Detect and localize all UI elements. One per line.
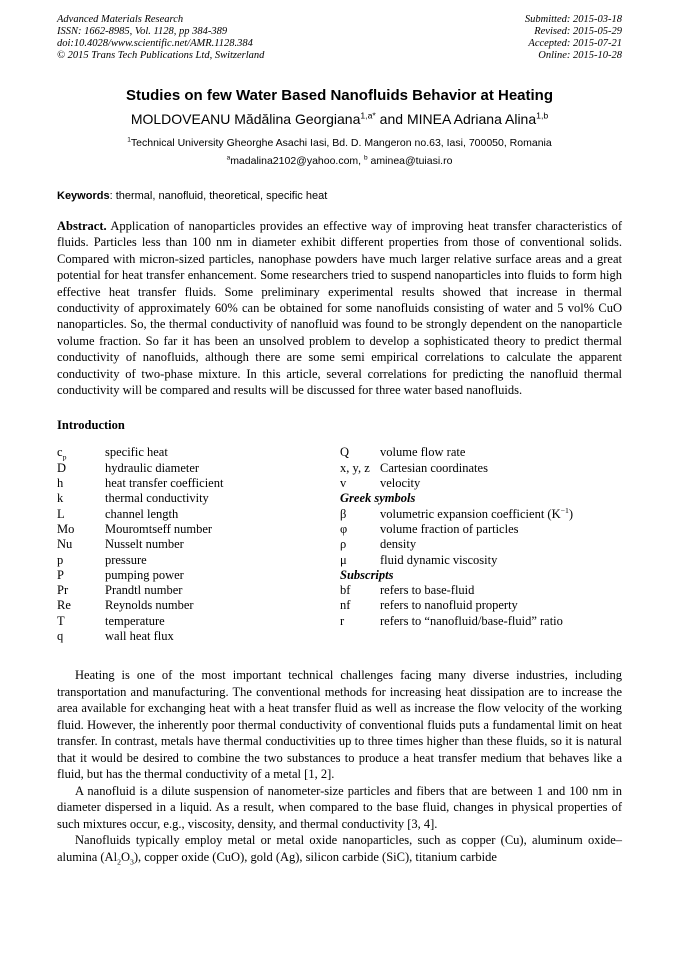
affiliation-line xyxy=(57,137,622,150)
symbol: Re xyxy=(57,598,71,613)
greek-symbols-heading: Greek symbols xyxy=(340,491,416,506)
symbol: Pr xyxy=(57,583,69,598)
journal-name: Advanced Materials Research xyxy=(57,14,184,25)
keywords-line xyxy=(57,189,622,203)
description: velocity xyxy=(380,476,421,491)
symbol: bf xyxy=(340,583,351,598)
symbol: T xyxy=(57,613,65,628)
introduction-body xyxy=(57,667,622,865)
authors-connector: and xyxy=(375,111,407,127)
symbol-base: c xyxy=(57,445,63,460)
symbol: φ xyxy=(340,521,348,536)
description: channel length xyxy=(105,506,179,521)
symbol: L xyxy=(57,506,65,521)
nomenclature-row xyxy=(340,537,622,552)
journal-header xyxy=(57,14,622,62)
symbol: β xyxy=(340,506,347,521)
nomenclature-row xyxy=(57,614,340,629)
description: volume flow rate xyxy=(380,445,466,460)
abstract-label: Abstract. xyxy=(57,219,107,233)
journal-info xyxy=(57,14,264,62)
description-text: volumetric expansion coefficient (K xyxy=(380,506,561,521)
nomenclature-row xyxy=(57,553,340,568)
description: refers to “nanofluid/base-fluid” ratio xyxy=(380,613,563,628)
symbol: μ xyxy=(340,552,347,567)
keywords-text: : thermal, nanofluid, theoretical, specific heat xyxy=(109,190,328,202)
nomenclature-right-column xyxy=(340,445,622,644)
email-b-mark: b xyxy=(364,154,368,162)
description: volume fraction of particles xyxy=(380,521,519,536)
nomenclature-row xyxy=(57,568,340,583)
email-a-mark: a xyxy=(226,154,231,162)
online-date: Online: 2015-10-28 xyxy=(538,50,622,61)
nomenclature-row xyxy=(340,583,622,598)
nomenclature-row xyxy=(340,507,622,522)
nomenclature-row xyxy=(340,553,622,568)
symbol: q xyxy=(57,629,64,644)
paragraph-text: Nanofluids typically employ metal or metal oxide nanoparticles, such as copper (Cu), aluminum oxide–alumina (Al xyxy=(57,833,622,864)
submission-dates xyxy=(525,14,622,62)
nomenclature-row xyxy=(340,522,622,537)
affiliation-text: Technical University Gheorghe Asachi Iasi, Bd. D. Mangeron no.63, Iasi, 700050, Romania xyxy=(130,137,552,149)
author-1-name: MOLDOVEANU Mădălina Georgiana xyxy=(130,111,361,127)
symbol: h xyxy=(57,476,64,491)
description: temperature xyxy=(105,613,165,628)
author-2-name: MINEA Adriana Alina xyxy=(406,111,537,127)
paper-title: Studies on few Water Based Nanofluids Behavior at Heating xyxy=(125,87,554,104)
author-2-affiliation-mark: 1,b xyxy=(536,110,549,121)
chemical-subscript: 3 xyxy=(129,857,134,867)
description-superscript: −1 xyxy=(560,505,569,515)
nomenclature-row xyxy=(57,491,340,506)
description: specific heat xyxy=(105,445,168,460)
journal-doi: doi:10.4028/www.scientific.net/AMR.1128.384 xyxy=(57,38,253,49)
description: refers to base-fluid xyxy=(380,583,475,598)
journal-copyright: © 2015 Trans Tech Publications Ltd, Switzerland xyxy=(57,50,265,61)
journal-issn-volume: ISSN: 1662-8985, Vol. 1128, pp 384-389 xyxy=(57,26,228,37)
description: density xyxy=(380,537,417,552)
nomenclature-row xyxy=(340,461,622,476)
symbol xyxy=(57,445,105,460)
accepted-date: Accepted: 2015-07-21 xyxy=(528,38,622,49)
nomenclature-row xyxy=(57,507,340,522)
symbol: D xyxy=(57,460,67,475)
emails-line xyxy=(57,155,622,168)
affiliation-mark: 1 xyxy=(127,136,131,144)
description: wall heat flux xyxy=(105,629,174,644)
description xyxy=(380,507,622,522)
description: Nusselt number xyxy=(105,537,184,552)
symbol-subscript: p xyxy=(62,452,67,462)
nomenclature-row xyxy=(57,583,340,598)
nomenclature-row xyxy=(57,522,340,537)
description: thermal conductivity xyxy=(105,491,209,506)
description: Cartesian coordinates xyxy=(380,460,488,475)
nomenclature-row xyxy=(57,461,340,476)
description: fluid dynamic viscosity xyxy=(380,552,498,567)
symbol: Nu xyxy=(57,537,73,552)
abstract-text: Application of nanoparticles provides an effective way of improving heat transfer characteristics of fluids. Particles less than 100 nm in diameter exhibit different properties from those of conventional solids. Compared with micron-sized particles, nanophase powders have much larger relative surface areas and a great potential for heat transfer enhancement. Some researchers tried to suspend nanoparticles into fluids to form high effective heat transfer fluids. Some preliminary experimental results showed that increase in thermal conductivity of approximately 60% can be obtained for some nanofluids consisting of water and 5 vol% CuO nanoparticles. So, the thermal conductivity of nanofluid was found to be strongly dependent on the nanoparticle volume fraction. So far it has been an unsolved problem to develop a sophisticated theory to predict thermal conductivity of nanofluids, although there are some semi empirical correlations to calculate the apparent conductivity of two-phase mixture. In this article, several correlations for predicting the nanofluid thermal conductivity will be compared and results will be discussed for three water based nanofluids. xyxy=(57,219,622,398)
paragraph-text: ), copper oxide (CuO), gold (Ag), silicon carbide (SiC), titanium carbide xyxy=(133,849,497,864)
body-paragraph-3 xyxy=(57,832,622,865)
symbol: x, y, z xyxy=(340,460,370,475)
symbol: nf xyxy=(340,598,351,613)
symbol: v xyxy=(340,476,347,491)
body-paragraph-2: A nanofluid is a dilute suspension of nanometer-size particles and fibers that are between 1 and 100 nm in diameter dispersed in a liquid. As a result, when compared to the base fluid, changes in physical properties of such mixtures occur, e.g., viscosity, density, and thermal conductivity [3, 4]. xyxy=(57,783,622,831)
nomenclature-row xyxy=(340,476,622,491)
paragraph-text: O xyxy=(120,849,130,864)
symbol: r xyxy=(340,613,345,628)
symbol: ρ xyxy=(340,537,347,552)
description: Mouromtseff number xyxy=(105,521,213,536)
introduction-heading: Introduction xyxy=(57,418,125,433)
description: hydraulic diameter xyxy=(105,460,200,475)
description: pressure xyxy=(105,552,147,567)
subscripts-heading: Subscripts xyxy=(340,567,394,582)
nomenclature-row xyxy=(340,445,622,460)
description: Reynolds number xyxy=(105,598,194,613)
body-paragraph-1: Heating is one of the most important technical challenges facing many diverse industries, including transportation and manufacturing. The conventional methods for increasing heat dissipation are to increase the area available for exchanging heat with a heat transfer fluid as well as increase the flow velocity of the working fluid. However, the inherently poor thermal conductivity of conventional fluids puts a fundamental limit on heat transfer. In contrast, metals have thermal conductivities up to three times higher than these fluids, so it is natural that it would be desired to combine the two substances to produce a heat transfer medium that behaves like a fluid, but has the thermal conductivity of a metal [1, 2]. xyxy=(57,668,622,782)
nomenclature-row xyxy=(57,476,340,491)
description: pumping power xyxy=(105,567,184,582)
revised-date: Revised: 2015-05-29 xyxy=(534,26,622,37)
symbol: k xyxy=(57,491,64,506)
nomenclature-row xyxy=(340,614,622,629)
email-b: aminea@tuiasi.ro xyxy=(367,155,453,167)
nomenclature-table xyxy=(57,445,622,644)
description: refers to nanofluid property xyxy=(380,598,518,613)
symbol: P xyxy=(57,567,64,582)
abstract-paragraph xyxy=(57,218,622,398)
description: heat transfer coefficient xyxy=(105,476,224,491)
chemical-subscript: 2 xyxy=(117,857,121,867)
description-text: ) xyxy=(568,506,574,521)
nomenclature-row xyxy=(57,598,340,613)
submitted-date: Submitted: 2015-03-18 xyxy=(524,14,622,25)
description: Prandtl number xyxy=(105,583,183,598)
symbol: Q xyxy=(340,445,350,460)
symbol: p xyxy=(57,552,64,567)
authors-line xyxy=(57,110,622,128)
keywords-label: Keywords xyxy=(57,190,110,202)
nomenclature-left-column xyxy=(57,445,340,644)
email-a: madalina2102@yahoo.com, xyxy=(230,155,365,167)
nomenclature-row xyxy=(57,537,340,552)
nomenclature-row xyxy=(57,445,340,460)
nomenclature-row xyxy=(57,629,340,644)
author-1-affiliation-mark: 1,a* xyxy=(360,110,376,121)
nomenclature-row xyxy=(340,598,622,613)
symbol: Mo xyxy=(57,521,75,536)
